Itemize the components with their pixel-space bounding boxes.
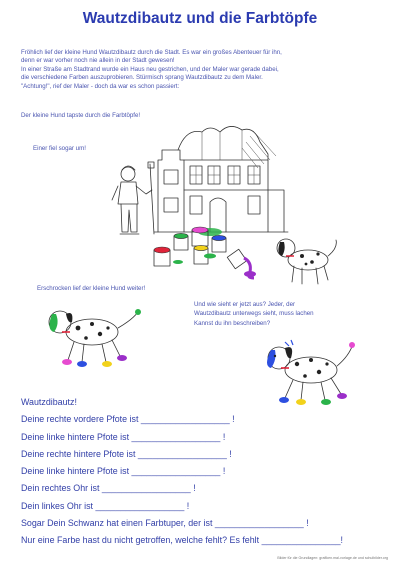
image-credit: Bilder für die Grundlagen: grafiken.mal-vorlage.de und schulbilder.org	[277, 556, 388, 560]
intro-line: Fröhlich lief der kleine Hund Wautzdibautz durch die Stadt. Es war ein großes Abenteuer für ihn,	[21, 49, 282, 56]
question-line: Wautzdibautz unterwegs sieht, muss lachen	[194, 310, 314, 318]
dalmatian-dog-1	[272, 232, 342, 286]
intro-line: "Achtung!", rief der Maler - doch da war es schon passiert:	[21, 82, 180, 90]
question-line: Und wie sieht er jetzt aus? Jeder, der	[194, 301, 296, 308]
question-text	[194, 300, 344, 328]
worksheet-line: Nur eine Farbe hast du nicht getroffen, welche fehlt? Es fehlt ________________!	[21, 535, 344, 546]
page-title: Wautzdibautz und die Farbtöpfe	[82, 10, 318, 27]
dalmatian-dog-painted-1	[40, 302, 146, 370]
worksheet-line: Wautzdibautz!	[21, 397, 77, 407]
worksheet	[21, 394, 343, 550]
caption-erschrocken: Erschrocken lief der kleine Hund weiter!	[37, 285, 146, 292]
intro-line: die verschiedene Farben auszuprobieren. Stürmisch sprang Wautzdibautz zu dem Maler.	[21, 74, 263, 82]
worksheet-line: Deine linke hintere Pfote ist __________________ !	[21, 466, 226, 477]
worksheet-line: Deine rechte hintere Pfote ist __________________ !	[21, 448, 232, 459]
intro-line: In einer Straße am Stadtrand wurde ein Haus neu gestrichen, und der Maler war gerade dabei,	[21, 65, 279, 73]
worksheet-line: Dein rechtes Ohr ist __________________ !	[21, 483, 196, 494]
worksheet-line: Sogar Dein Schwanz hat einen Farbtuper, der ist __________________ !	[21, 518, 309, 529]
worksheet-line: Deine linke hintere Pfote ist __________________ !	[21, 431, 226, 442]
question-line: Kannst du ihn beschreiben?	[194, 319, 271, 327]
worksheet-line: Deine rechte vordere Pfote ist __________________ !	[21, 414, 235, 425]
intro-line: denn er war vorher noch nie allein in der Stadt gewesen!	[21, 57, 175, 65]
paint-cans	[148, 214, 258, 280]
caption-tapste: Der kleine Hund tapste durch die Farbtöpfe!	[21, 112, 141, 119]
caption-fiel-um: Einer fiel sogar um!	[33, 145, 86, 152]
intro-text	[21, 49, 386, 91]
worksheet-line: Dein linkes Ohr ist __________________ !	[21, 500, 190, 511]
